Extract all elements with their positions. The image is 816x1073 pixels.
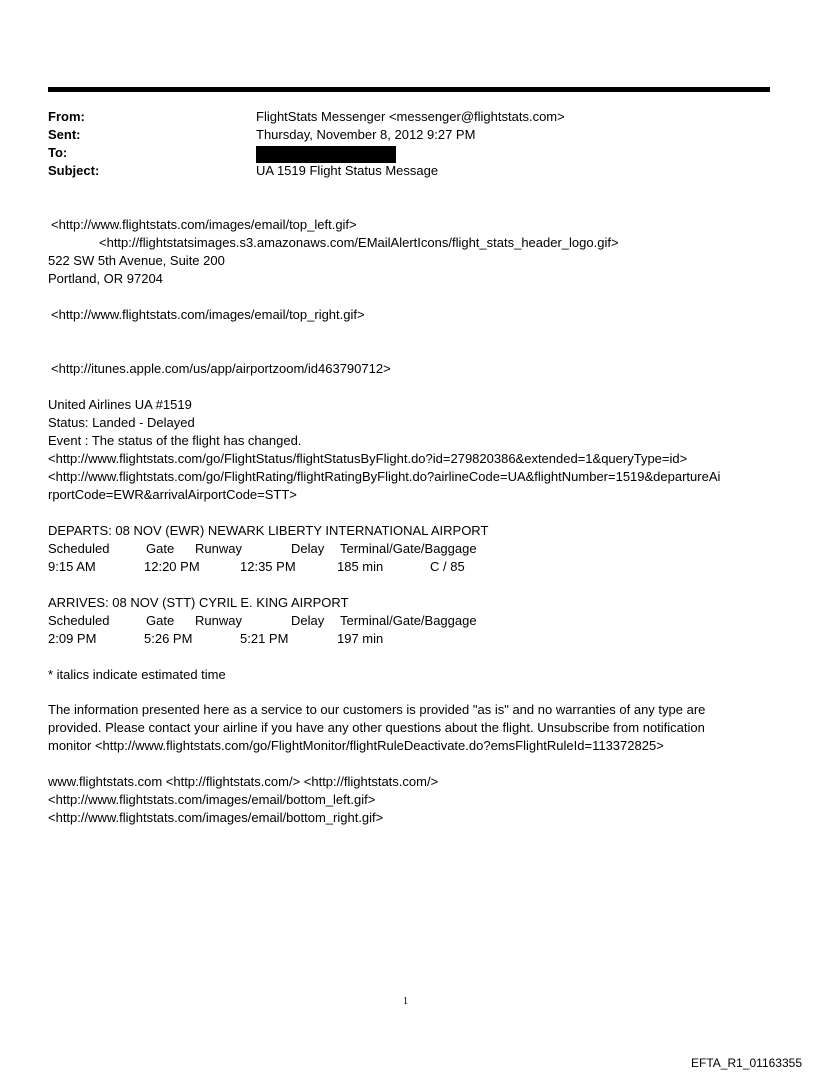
departs-gate: 12:20 PM — [144, 559, 200, 574]
arrives-header-scheduled: Scheduled — [48, 613, 110, 628]
departs-header-runway: Runway — [195, 541, 242, 556]
departs-scheduled: 9:15 AM — [48, 559, 96, 574]
sent-value: Thursday, November 8, 2012 9:27 PM — [256, 127, 476, 142]
header-rule — [48, 87, 770, 92]
arrives-scheduled: 2:09 PM — [48, 631, 97, 646]
arrives-header-terminal: Terminal/Gate/Baggage — [340, 613, 477, 628]
subject-row — [48, 162, 748, 180]
arrives-runway: 5:21 PM — [240, 631, 289, 646]
departs-terminal: C / 85 — [430, 559, 465, 574]
departs-delay: 185 min — [337, 559, 384, 574]
top-right-image-link[interactable]: <http://www.flightstats.com/images/email/top_right.gif> — [51, 307, 365, 322]
address-line-1: 522 SW 5th Avenue, Suite 200 — [48, 253, 225, 268]
departs-header-scheduled: Scheduled — [48, 541, 110, 556]
unsubscribe-link[interactable]: monitor <http://www.flightstats.com/go/FlightMonitor/flightRuleDeactivate.do?emsFlightRuleId=113372825> — [48, 738, 664, 753]
disclaimer-line-2: provided. Please contact your airline if you have any other questions about the flight. Unsubscribe from notification — [48, 720, 705, 735]
from-row — [48, 108, 748, 126]
to-row — [48, 144, 748, 162]
header-logo-link[interactable]: <http://flightstatsimages.s3.amazonaws.com/EMailAlertIcons/flight_stats_header_logo.gif> — [99, 235, 619, 250]
flight-rating-link[interactable]: <http://www.flightstats.com/go/FlightRating/flightRatingByFlight.do?airlineCode=UA&flightNumber=1519&departureAi — [48, 469, 721, 484]
bates-number: EFTA_R1_01163355 — [691, 1056, 802, 1070]
subject-value: UA 1519 Flight Status Message — [256, 163, 439, 178]
from-label: From: — [48, 109, 85, 124]
arrives-title: ARRIVES: 08 NOV (STT) CYRIL E. KING AIRPORT — [48, 595, 349, 610]
departs-header-gate: Gate — [146, 541, 175, 556]
arrives-header-delay: Delay — [291, 613, 325, 628]
to-label: To: — [48, 145, 68, 160]
flight-event: Event : The status of the flight has changed. — [48, 433, 302, 448]
disclaimer-line-1: The information presented here as a service to our customers is provided "as is" and no warranties of any type are — [48, 702, 706, 717]
flight-name: United Airlines UA #1519 — [48, 397, 192, 412]
top-left-image-link[interactable]: <http://www.flightstats.com/images/email/top_left.gif> — [51, 217, 357, 232]
departs-runway: 12:35 PM — [240, 559, 296, 574]
italics-note: * italics indicate estimated time — [48, 667, 226, 682]
bottom-right-image-link[interactable]: <http://www.flightstats.com/images/email/bottom_right.gif> — [48, 810, 384, 825]
arrives-header-gate: Gate — [146, 613, 175, 628]
sent-label: Sent: — [48, 127, 81, 142]
arrives-delay: 197 min — [337, 631, 384, 646]
arrives-gate: 5:26 PM — [144, 631, 193, 646]
subject-label: Subject: — [48, 163, 100, 178]
departs-header-terminal: Terminal/Gate/Baggage — [340, 541, 477, 556]
address-line-2: Portland, OR 97204 — [48, 271, 163, 286]
from-value: FlightStats Messenger <messenger@flightstats.com> — [256, 109, 565, 124]
flight-status: Status: Landed - Delayed — [48, 415, 195, 430]
page-number: 1 — [403, 996, 408, 1007]
departs-title: DEPARTS: 08 NOV (EWR) NEWARK LIBERTY INTERNATIONAL AIRPORT — [48, 523, 489, 538]
flight-rating-link-cont[interactable]: rportCode=EWR&arrivalAirportCode=STT> — [48, 487, 297, 502]
arrives-header-runway: Runway — [195, 613, 242, 628]
redaction-box — [256, 146, 396, 163]
flight-status-link[interactable]: <http://www.flightstats.com/go/FlightStatus/flightStatusByFlight.do?id=279820386&extended=1&queryType=id> — [48, 451, 688, 466]
site-links[interactable]: www.flightstats.com <http://flightstats.com/> <http://flightstats.com/> — [48, 774, 439, 789]
departs-header-delay: Delay — [291, 541, 325, 556]
sent-row — [48, 126, 748, 144]
bottom-left-image-link[interactable]: <http://www.flightstats.com/images/email/bottom_left.gif> — [48, 792, 376, 807]
itunes-link[interactable]: <http://itunes.apple.com/us/app/airportzoom/id463790712> — [51, 361, 391, 376]
